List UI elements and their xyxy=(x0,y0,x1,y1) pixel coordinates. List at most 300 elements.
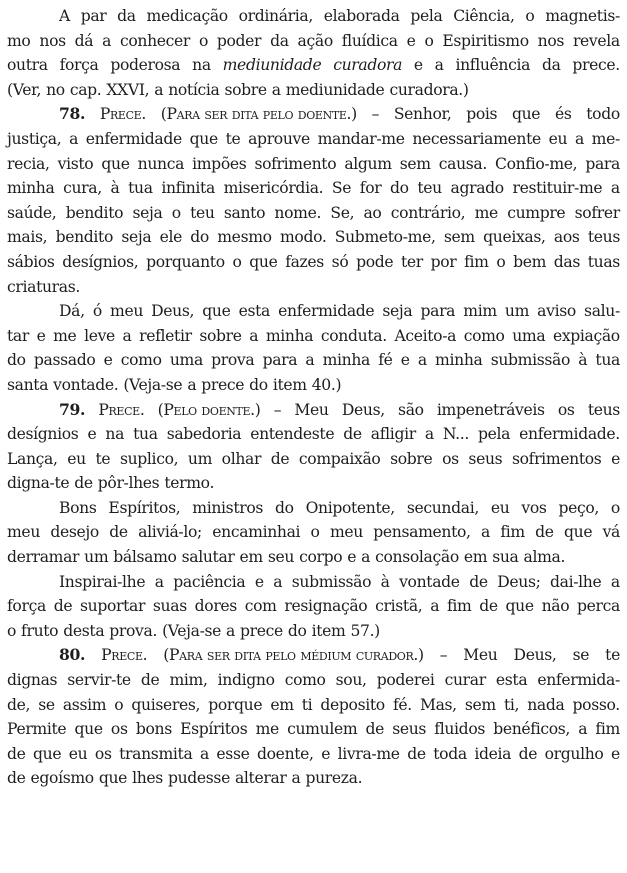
word: a xyxy=(187,375,197,394)
word: alterar xyxy=(234,769,287,788)
word: fim xyxy=(500,523,525,542)
word: a xyxy=(199,744,209,763)
word: ordinária, xyxy=(238,7,313,25)
word: fé. xyxy=(392,695,412,714)
word: pela xyxy=(410,7,443,25)
word: (Ver, xyxy=(7,80,42,99)
word: elaborada xyxy=(323,7,400,25)
text-line xyxy=(7,570,620,595)
word: minha xyxy=(435,351,483,370)
word: quiseres, xyxy=(131,695,201,714)
word: meu xyxy=(329,523,363,542)
word: pela xyxy=(478,425,511,444)
word: submissão xyxy=(291,572,372,591)
word: fé xyxy=(378,351,393,370)
word: eu xyxy=(490,498,510,517)
small-caps-heading: (Para ser dita pelo doente.) xyxy=(160,105,357,124)
word: de xyxy=(365,720,384,739)
word: teu xyxy=(417,179,442,198)
text-line xyxy=(7,324,620,349)
word: és xyxy=(554,105,572,124)
word: só xyxy=(331,252,349,271)
word: poderosa xyxy=(110,56,181,75)
word: refletir xyxy=(139,326,192,345)
word: e xyxy=(36,326,46,345)
word: sem xyxy=(464,695,496,714)
word: cura, xyxy=(63,179,102,198)
word: submissão xyxy=(490,351,571,370)
word: assim xyxy=(62,695,107,714)
word: – xyxy=(439,646,448,665)
word: alma. xyxy=(523,548,566,567)
word: Deus, xyxy=(341,400,385,419)
word: minha xyxy=(265,326,314,345)
word: eu xyxy=(68,744,88,763)
word: servir-te xyxy=(67,671,131,690)
word: bálsamo xyxy=(113,548,177,567)
text-line xyxy=(7,152,620,177)
word: olhar xyxy=(221,449,262,468)
word: afligir xyxy=(370,425,416,444)
word: impões xyxy=(192,154,247,173)
word: te xyxy=(95,449,111,468)
word: a xyxy=(481,523,490,542)
word: que xyxy=(249,252,278,271)
word: para xyxy=(585,154,620,173)
word: salu- xyxy=(584,302,620,321)
word: que xyxy=(202,302,231,321)
word: de xyxy=(343,425,362,444)
word: algum xyxy=(344,154,392,173)
word: a xyxy=(578,720,588,739)
word: Senhor, xyxy=(393,105,452,124)
word: prece. xyxy=(572,56,620,75)
word: a xyxy=(122,326,132,345)
text-line xyxy=(7,594,620,619)
word: criaturas. xyxy=(7,277,80,296)
word: que xyxy=(98,769,128,788)
word: expiação xyxy=(552,326,620,345)
word: do xyxy=(249,375,268,394)
text-line xyxy=(7,4,620,29)
word: entendeste xyxy=(250,425,335,444)
word: me xyxy=(53,326,77,345)
word: Bons xyxy=(59,498,97,517)
word: seus xyxy=(468,449,503,468)
word: orgulho xyxy=(544,744,604,763)
word: e xyxy=(611,744,620,763)
word: e xyxy=(103,351,113,370)
word: mandar-me xyxy=(317,129,405,148)
word: para xyxy=(262,351,298,370)
word: seja xyxy=(121,228,152,247)
word: Aceito-a xyxy=(394,326,457,345)
word: ministros xyxy=(192,498,264,517)
word: mediunidade xyxy=(285,80,385,99)
text-line xyxy=(7,53,620,78)
word: a xyxy=(273,572,283,591)
small-caps-heading: (Pelo doente.) xyxy=(157,400,261,419)
word: e xyxy=(413,56,423,75)
word: seus xyxy=(392,720,427,739)
word: de xyxy=(479,597,498,616)
word: tua xyxy=(133,425,158,444)
word: de xyxy=(518,744,538,763)
word: todo xyxy=(586,105,620,124)
word: outra xyxy=(7,56,48,75)
word: Se xyxy=(331,179,352,198)
word: ele xyxy=(159,228,182,247)
word: a xyxy=(291,769,301,788)
text-line xyxy=(7,176,620,201)
word: Espíritos xyxy=(180,720,248,739)
word: pode xyxy=(356,252,394,271)
word: derramar xyxy=(7,548,80,567)
word: bons xyxy=(135,720,172,739)
word: sobre xyxy=(199,326,242,345)
word: a xyxy=(271,80,281,99)
word: Deus, xyxy=(151,302,195,321)
word: misericórdia. xyxy=(223,179,324,198)
word: compaixão xyxy=(298,449,381,468)
word: nome. xyxy=(274,203,322,222)
word: Deus, xyxy=(513,646,557,665)
word: seja xyxy=(382,302,413,321)
word: Permite xyxy=(7,720,67,739)
word: um xyxy=(187,449,213,468)
text-line xyxy=(7,619,620,644)
word: a xyxy=(154,80,164,99)
word: esse xyxy=(216,744,250,763)
word: posso. xyxy=(572,695,620,714)
text-line xyxy=(7,373,620,398)
word: aliviá-lo; xyxy=(138,523,202,542)
word: a xyxy=(424,425,434,444)
word: (Veja-se xyxy=(123,375,183,394)
word: do xyxy=(190,228,209,247)
word: 57.) xyxy=(350,621,380,640)
word: seja xyxy=(132,203,163,222)
word: fim xyxy=(464,252,489,271)
word: curadora.) xyxy=(389,80,469,99)
word: do xyxy=(7,351,26,370)
word: a xyxy=(574,129,584,148)
word: cumulem xyxy=(287,720,358,739)
word: de xyxy=(109,523,128,542)
word: mim, xyxy=(169,671,208,690)
word: pudesse xyxy=(167,769,230,788)
word: consolação xyxy=(375,548,459,567)
word: nos xyxy=(39,31,66,50)
word: enfermidade. xyxy=(519,425,620,444)
word: visto xyxy=(57,154,94,173)
word: Espíritos, xyxy=(108,498,181,517)
word: em xyxy=(463,548,488,567)
word: corpo xyxy=(299,548,343,567)
word: o xyxy=(171,203,181,222)
word: porque xyxy=(208,695,263,714)
word: item xyxy=(311,621,346,640)
word: – xyxy=(273,400,282,419)
word: esta xyxy=(238,302,271,321)
word: um xyxy=(504,302,530,321)
text-line xyxy=(7,102,620,127)
word: fluidos xyxy=(434,720,486,739)
word: poderei xyxy=(376,671,435,690)
word: sou, xyxy=(335,671,367,690)
word: Se, xyxy=(330,203,355,222)
word: desta xyxy=(63,621,105,640)
word: de xyxy=(140,671,160,690)
word: a xyxy=(361,548,371,567)
italic-term: curadora xyxy=(333,56,403,75)
word: a xyxy=(305,351,315,370)
word: termo. xyxy=(164,474,215,493)
word: fluídica xyxy=(341,31,398,50)
word: sofrimento xyxy=(254,154,337,173)
text-line xyxy=(7,225,620,250)
word: ter xyxy=(401,252,423,271)
word: uma xyxy=(169,351,203,370)
word: item xyxy=(272,375,307,394)
word: fruto xyxy=(21,621,59,640)
word: ti xyxy=(301,695,313,714)
word: curar xyxy=(444,671,486,690)
word: vontade xyxy=(399,572,460,591)
word: como xyxy=(463,326,505,345)
word: perca xyxy=(577,597,620,616)
word: toda xyxy=(433,744,467,763)
word: meu xyxy=(7,523,41,542)
word: impenetráveis xyxy=(436,400,545,419)
word: a xyxy=(417,351,427,370)
word: de xyxy=(74,474,93,493)
word: de, xyxy=(7,695,31,714)
word: e xyxy=(87,425,97,444)
word: teus xyxy=(587,228,620,247)
word: desígnios xyxy=(7,425,79,444)
word: N... xyxy=(442,425,469,444)
word: à xyxy=(110,179,120,198)
word: indigno xyxy=(217,671,275,690)
word: egoísmo xyxy=(30,769,94,788)
word: como xyxy=(120,351,162,370)
word: queixas, xyxy=(483,228,546,247)
word: e xyxy=(406,31,416,50)
text-line xyxy=(7,398,620,423)
word: bendito xyxy=(55,228,114,247)
word: transmita xyxy=(119,744,193,763)
word: aviso xyxy=(537,302,576,321)
word: desígnios, xyxy=(62,252,139,271)
word: de xyxy=(270,449,290,468)
word: Meu xyxy=(463,646,498,665)
word: mesmo xyxy=(217,228,272,247)
small-caps-heading: Prece. xyxy=(98,400,145,419)
word: agrado xyxy=(450,179,504,198)
word: os xyxy=(557,400,575,419)
word: par xyxy=(80,7,107,25)
word: XXVI, xyxy=(106,80,150,99)
word: eu xyxy=(67,449,86,468)
word: revela xyxy=(572,31,620,50)
word: sem xyxy=(399,154,431,173)
word: vá xyxy=(602,523,620,542)
word: o xyxy=(198,31,208,50)
word: mim xyxy=(463,302,497,321)
word: o xyxy=(424,31,434,50)
word: de xyxy=(407,744,426,763)
word: a xyxy=(154,572,164,591)
word: da xyxy=(541,56,561,75)
text-line xyxy=(7,471,620,496)
word: Deus; xyxy=(497,572,541,591)
word: ação xyxy=(297,31,333,50)
word: santa xyxy=(7,375,49,394)
word: a xyxy=(610,572,620,591)
word: conhecer xyxy=(119,31,191,50)
word: Lança, xyxy=(7,449,58,468)
small-caps-heading: Prece. xyxy=(99,105,146,124)
word: ideia xyxy=(474,744,512,763)
word: a xyxy=(430,597,440,616)
word: tuas xyxy=(587,252,620,271)
word: prova. xyxy=(109,621,158,640)
word: te xyxy=(225,129,241,148)
text-line xyxy=(7,693,620,718)
word: tua xyxy=(595,351,620,370)
word: Mas, xyxy=(419,695,457,714)
word: uma xyxy=(512,326,546,345)
word: meu xyxy=(110,302,144,321)
word: dores xyxy=(194,597,237,616)
word: fim xyxy=(446,597,472,616)
word: bendito xyxy=(65,203,124,222)
word: o xyxy=(610,498,620,517)
word: enfermida- xyxy=(537,671,620,690)
word: o xyxy=(310,523,320,542)
item-number: 78. xyxy=(59,104,86,124)
word: dai-lhe xyxy=(550,572,602,591)
word: pureza. xyxy=(305,769,363,788)
word: magnetis- xyxy=(545,7,620,25)
word: da xyxy=(117,7,136,25)
word: leve xyxy=(84,326,115,345)
word: influência xyxy=(455,56,531,75)
word: contrário, xyxy=(390,203,466,222)
word: de xyxy=(7,744,26,763)
word: que xyxy=(564,523,593,542)
word: de xyxy=(535,523,554,542)
word: que xyxy=(505,597,534,616)
word: me- xyxy=(591,129,620,148)
text-line xyxy=(7,717,620,742)
word: suportar xyxy=(80,597,146,616)
text-line xyxy=(7,250,620,275)
word: mo xyxy=(7,31,31,50)
word: sobre xyxy=(224,80,267,99)
word: se xyxy=(38,695,55,714)
word: o xyxy=(496,252,506,271)
word: resignação xyxy=(284,597,368,616)
word: teu xyxy=(190,203,215,222)
word: à xyxy=(380,572,390,591)
word: Ciência, xyxy=(453,7,515,25)
word: pensamento, xyxy=(373,523,471,542)
word: ó xyxy=(92,302,102,321)
text-line xyxy=(7,742,620,767)
word: prece xyxy=(240,621,283,640)
word: e xyxy=(611,449,620,468)
word: Inspirai-lhe xyxy=(59,572,146,591)
word: pôr-lhes xyxy=(97,474,160,493)
text-line xyxy=(7,447,620,472)
word: e xyxy=(254,572,264,591)
word: de xyxy=(7,769,26,788)
word: salutar xyxy=(181,548,235,567)
text-line xyxy=(7,127,620,152)
word: do xyxy=(274,498,294,517)
word: Espiritismo xyxy=(442,31,529,50)
word: suplico, xyxy=(119,449,179,468)
word: eu xyxy=(548,129,568,148)
word: doente, xyxy=(257,744,314,763)
word: que xyxy=(189,129,218,148)
word: sabedoria xyxy=(166,425,242,444)
word: minha xyxy=(7,179,55,198)
word: infinita xyxy=(161,179,215,198)
word: aprouve xyxy=(248,129,310,148)
word: modo. xyxy=(280,228,327,247)
text-line xyxy=(7,496,620,521)
text-line xyxy=(7,78,620,103)
word: peço, xyxy=(558,498,599,517)
word: ao xyxy=(363,203,382,222)
text-line xyxy=(7,643,620,668)
word: Onipotente, xyxy=(305,498,395,517)
word: um xyxy=(84,548,109,567)
word: causa. xyxy=(438,154,487,173)
word: os xyxy=(442,449,459,468)
text-line xyxy=(7,668,620,693)
word: tar xyxy=(7,326,29,345)
word: cap. xyxy=(69,80,102,99)
word: do xyxy=(287,621,307,640)
word: das xyxy=(553,252,581,271)
word: – xyxy=(371,105,380,124)
word: o xyxy=(7,621,17,640)
word: que xyxy=(33,744,62,763)
word: passado xyxy=(33,351,96,370)
word: ti, xyxy=(503,695,520,714)
word: pois xyxy=(466,105,498,124)
word: Meu xyxy=(294,400,329,419)
word: deposito xyxy=(320,695,385,714)
word: encaminhai xyxy=(212,523,301,542)
word: em xyxy=(270,695,294,714)
word: sobre xyxy=(390,449,433,468)
word: fazes xyxy=(285,252,324,271)
word: a xyxy=(434,56,444,75)
word: se xyxy=(572,646,590,665)
word: recia, xyxy=(7,154,50,173)
word: nada xyxy=(527,695,565,714)
word: sofrer xyxy=(574,203,620,222)
word: mais, xyxy=(7,228,48,247)
word: de xyxy=(469,572,488,591)
word: são xyxy=(398,400,424,419)
word: porquanto xyxy=(146,252,225,271)
